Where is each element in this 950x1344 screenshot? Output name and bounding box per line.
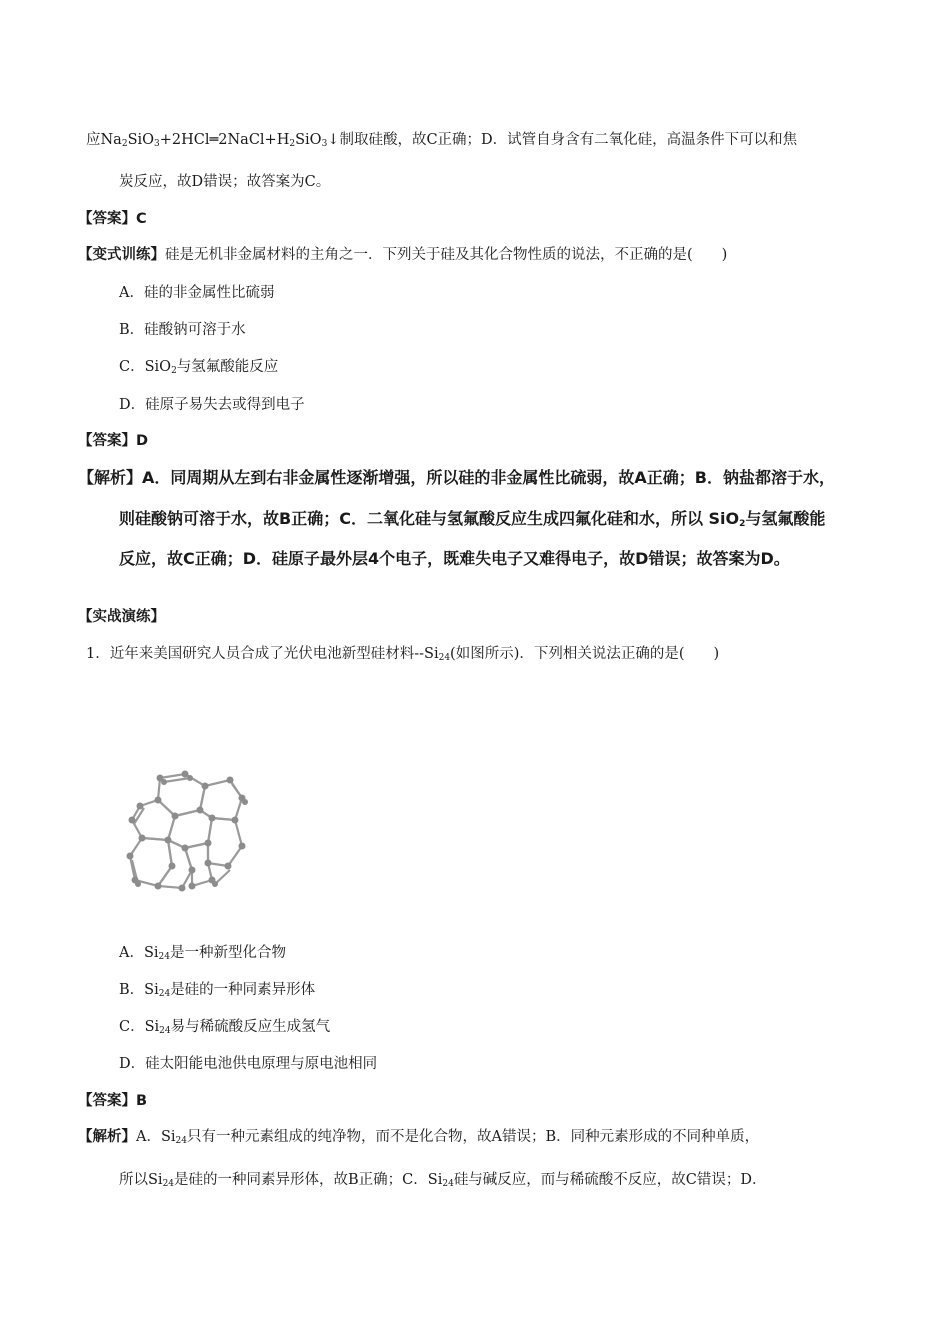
prev-answer: 【答案】C bbox=[78, 211, 147, 227]
variant-question: 【变式训练】硅是无机非金属材料的主角之一．下列关于硅及其化合物性质的说法，不正确的是( ) bbox=[78, 247, 728, 263]
variant-option-b: B．硅酸钠可溶于水 bbox=[119, 322, 246, 338]
variant-option-a: A．硅的非金属性比硫弱 bbox=[119, 285, 275, 301]
practice-heading: 【实战演练】 bbox=[78, 609, 165, 625]
practice-option-c: C．$Si_{24}$易与稀硫酸反应生成氢气 bbox=[119, 1019, 331, 1036]
practice-option-b: B．$Si_{24}$是硅的一种同素异形体 bbox=[119, 982, 316, 999]
variant-answer: 【答案】D bbox=[78, 433, 149, 449]
prev-analysis-line-2: 炭反应，故D错误；故答案为C。 bbox=[119, 174, 331, 190]
prev-analysis-line-1: 应$Na_2SiO_3+2HCl═2NaCl+H_2SiO_3↓$制取硅酸，故C正确；D．试管自身含有二氧化硅，高温条件下可以和焦 bbox=[86, 132, 798, 149]
variant-option-d: D．硅原子易失去或得到电子 bbox=[119, 397, 305, 413]
practice-answer: 【答案】B bbox=[78, 1093, 148, 1109]
practice-analysis-line-2: 所以$Si_{24}$是硅的一种同素异形体，故B正确；C．$Si_{24}$硅与碱反应，而与稀硫酸不反应，故C错误；D． bbox=[119, 1172, 767, 1189]
variant-analysis-line-3: 反应，故C正确；D．硅原子最外层4个电子，既难失电子又难得电子，故D错误；故答案为D。 bbox=[119, 549, 790, 568]
practice-analysis-line-1: 【解析】A．$Si_{24}$只有一种元素组成的纯净物，而不是化合物，故A错误；B．同种元素形成的不同种单质， bbox=[78, 1129, 760, 1146]
variant-option-c: C．SiO$_2$与氢氟酸能反应 bbox=[119, 359, 279, 376]
practice-question-1: 1．近年来美国研究人员合成了光伏电池新型硅材料$--Si_{24}$(如图所示)．下列相关说法正确的是( ) bbox=[86, 646, 720, 663]
variant-analysis-line-2: 则硅酸钠可溶于水，故B正确；C．二氧化硅与氢氟酸反应生成四氟化硅和水，所以 SiO$_2$与氢氟酸能 bbox=[119, 509, 826, 529]
si24-structure-figure bbox=[120, 768, 250, 896]
practice-option-d: D．硅太阳能电池供电原理与原电池相同 bbox=[119, 1056, 378, 1072]
variant-analysis-line-1: 【解析】A．同周期从左到右非金属性逐渐增强，所以硅的非金属性比硫弱，故A正确；B．钠盐都溶于水， bbox=[78, 468, 835, 487]
practice-option-a: A．$Si_{24}$是一种新型化合物 bbox=[119, 945, 286, 962]
